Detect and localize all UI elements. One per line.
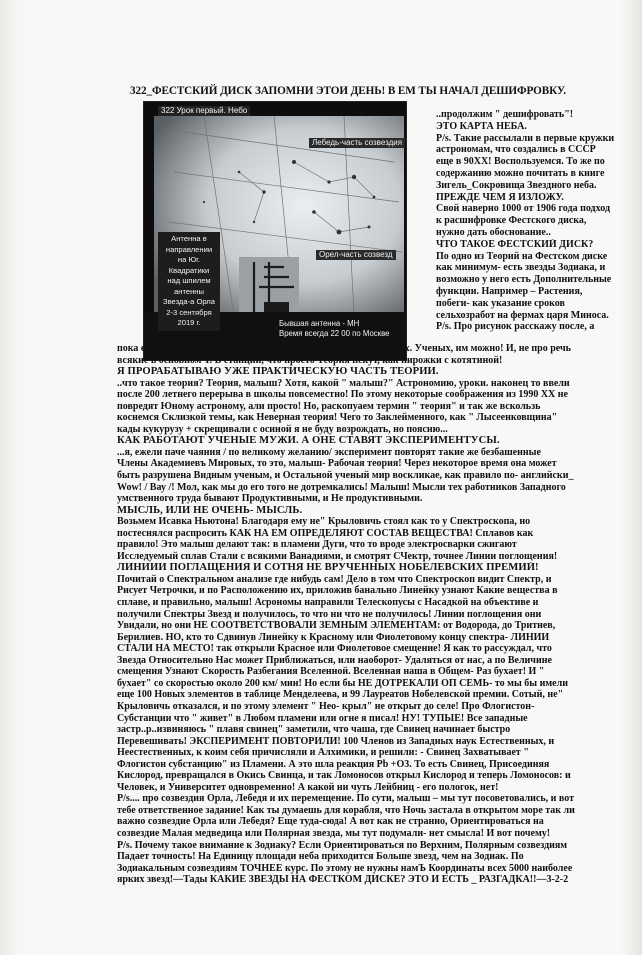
caption-former-antenna: Бывшая антенна - МН Время всегда 22 00 по Москве xyxy=(279,319,390,338)
body-line: Человек, и Университет одновременно! А какой ни чуть Лейбниц - его пологок, нет! xyxy=(117,781,499,793)
body-line: Звезда Относительно Нас может Приближаться, или наоборот- Удаляться от нас, а по Величине xyxy=(117,654,552,666)
right-line: Свой наверно 1000 от 1906 года подход xyxy=(436,203,611,215)
body-line: еще 100 Новых элементов в таблице Менделеева, и 99 Лауреатов Нобелевской премии. Сотый, не" xyxy=(117,689,564,701)
antenna-silhouette xyxy=(239,257,299,317)
section-heading: ЛИНИИИ ПОГЛАЩЕНИЯ И СОТНЯ НЕ ВРУЧЕННЫХ НОБЕЛЕВСКИХ ПРЕМИЙ! xyxy=(117,562,539,574)
body-line: Неестественных, к коим себя причисляли и Алхимики, и решили: - Свинец Захватывает " xyxy=(117,747,529,759)
right-line: P/s. Такие рассылали в первые кружки xyxy=(436,132,615,144)
right-line: еще в 90ХХ! Воспользуемся. То же по xyxy=(436,156,605,168)
right-column-text xyxy=(436,109,636,333)
body-line: смещения Узнают Скорость Разбегания Вселенной. Вселенная наша в Общем- Раз бухает! И " xyxy=(117,666,545,678)
right-line: нужно дать обоснование.. xyxy=(436,226,551,238)
right-line: к расшифровке Фестского диска, xyxy=(436,215,587,227)
body-line: Кислород, превращался в Окись Свинца, и так Ломоносов открыл Кислород и теперь Ломоносов: и xyxy=(117,770,571,782)
body-line: умственного труда бывают Продуктивными, и Не продуктивными. xyxy=(117,493,423,505)
body-line: СТАЛИ НА МЕСТО! так открыли Красное или Фиолетовое смещение! Я как то рассуждал, что xyxy=(117,643,552,655)
right-line: побеги- как указание сроков xyxy=(436,297,565,309)
right-line: как минимум- есть звезды Зодиака, и xyxy=(436,262,606,274)
right-line: астрономам, что создались в СССР xyxy=(436,144,596,156)
body-line: Флогистон субстанцию" из Пламени. А это шла реакция Pb +O3. То есть Свинец, Присоединяя xyxy=(117,758,550,770)
caption-antenna: Антенна в направлении на Юг. Квадратики над шпилем антенны Звезда-а Орла 2-3 сентября 2019 г. xyxy=(158,232,220,331)
right-line: содержанию можно почитать в книге xyxy=(436,167,605,179)
body-line: повредят Юному астроному, али просто! Но, раскопуаем термин " теория" и так же вскользь xyxy=(117,400,541,412)
right-heading: ЧТО ТАКОЕ ФЕСТСКИЙ ДИСК? xyxy=(436,238,594,250)
section-heading: МЫСЛЬ, ИЛИ НЕ ОЧЕНЬ- МЫСЛЬ. xyxy=(117,504,303,516)
star-map-photo xyxy=(143,101,407,361)
body-line: Увидали, но они НЕ СООТВЕТСТВОВАЛИ ЗЕМНЫМ ЭЛЕМЕНТАМ: от Водорода, до Тритнев, xyxy=(117,620,556,632)
body-line: Субстанции что " живет" в Любом пламени или огне я писал! НУ! ТУПЫЕ! Все западные xyxy=(117,712,528,724)
right-line: Зигель_Сокровища Звездного неба. xyxy=(436,179,597,191)
right-line: функции. Например – Растения, xyxy=(436,285,583,297)
body-line: Рисует Четрочки, и по Расположению их, приложив банально Линейку узнают Какие вещества в xyxy=(117,585,558,597)
right-line: сельхозработ на фермах царя Миноса. xyxy=(436,309,609,321)
body-line: ярких звезд!—Тады КАКИЕ ЗВЕЗДЫ НА ФЕСТКОМ ДИСКЕ? ЭТО И ЕСТЬ _ РАЗГАДКА!!—3-2-2 xyxy=(117,874,569,886)
right-line: P/s. Про рисунок расскажу после, а xyxy=(436,321,595,333)
right-line: ..продолжим " дешифровать"! xyxy=(436,109,574,120)
caption-eagle: Орел-часть созвезд xyxy=(316,250,396,260)
body-line: важно созвездие Орла или Лебедя? Еще туда-сюда! А вот как не странно, Ориентироваться на xyxy=(117,816,544,828)
caption-swan: Лебедь-часть созвездия xyxy=(309,138,405,148)
body-line: Wow! / Вау /! Мол, как мы до его того не дотремкались! Малыш! Мысли тех работников Западного xyxy=(117,481,566,493)
body-line: Падает точность! На Единицу площади неба приходится Больше звезд, чем на Зодиак. По xyxy=(117,851,524,863)
right-heading: ПРЕЖДЕ ЧЕМ Я ИЗЛОЖУ. xyxy=(436,191,564,203)
body-line: Исследуемый сплав Стали с всякими Ванадиями, и смотрят СЧектр, точнее Линии поглощения! xyxy=(117,550,558,562)
body-line: застр..р..извиняюсь " плавя свинец" заметили, что чаша, где Свинец начинает быстро xyxy=(117,724,511,736)
body-line: P/s. Почему такое внимание к Зодиаку? Если Ориентироваться по Верхним, Полярным созвездиям xyxy=(117,839,568,851)
body-line: после 200 летнего перерыва в школы повсеместно! По этому некоторые соображения из 1990 ХХ не xyxy=(117,389,568,401)
body-line: ..что такое теория? Теория, малыш? Хотя, какой " малыш?" Астрономию, уроки. наконец то ввели xyxy=(117,377,570,389)
body-line: получили Спектры Звезд и получилось, то что ни что не получилось! Линии поглощения они xyxy=(117,608,542,620)
body-text xyxy=(117,343,632,886)
body-line: Почитай о Спектральном анализе где нибудь сам! Дело в том что Спектроскоп видит Спектр, и xyxy=(117,573,552,585)
body-line: Зодиакальным созвездиям ТОЧНЕЕ курс. По этому не нужны намЪ Координаты всех 5000 наиболее xyxy=(117,862,573,874)
body-line: правило! Это малыш делают так: в пламени Дуги, что то вроде электросварки сжигают xyxy=(117,539,517,551)
body-line: Перевешивать! ЭКСПЕРИМЕНТ ПОВТОРИЛИ! 100 Членов из Западных наук Естественных, и xyxy=(117,735,555,747)
body-line: сплаве, и правильно, малыш! Асрономы направили Телескопусы с Насадкой на объективе и xyxy=(117,597,539,609)
document-title: 322_ФЕСТСКИЙ ДИСК ЗАПОМНИ ЭТОИ ДЕНЬ! В ЕМ ТЫ НАЧАЛ ДЕШИФРОВКУ. xyxy=(130,85,566,97)
body-line: бухает" со скоростью около 200 км/ мин! Но если бы НЕ ДОТРЕКАЛИ ОП СЕМЬ- то мы бы имели xyxy=(117,677,568,689)
body-line: созвездие Малая медведица или Полярная звезда, мы тут подумали- нет смысла! И вот почему! xyxy=(117,827,551,839)
body-line: пока еще об Теориях, и Не очень теориях, то есть- Заблуждениях. Ученых, им можно! И, не про речь xyxy=(117,343,571,354)
body-line: тебе ответственное задание! Как ты думаешь для корабля, что Ночь застала в открытом море так ли xyxy=(117,804,575,816)
body-line: коснемся Склизкой темы, как Неверная теория! Чего то Заклейменного, как " Лысеенковщина" xyxy=(117,412,558,424)
body-line: Члены Академиевъ Мировых, то это, малыш- Рабочая теория! Через некоторое время она может xyxy=(117,458,557,470)
section-heading: Я ПРОРАБАТЫВАЮ УЖЕ ПРАКТИЧЕСКУЮ ЧАСТЬ ТЕОРИИ. xyxy=(117,366,439,378)
right-line: возможно у него есть Дополнительные xyxy=(436,274,612,286)
body-line: Берилиев. НО, кто то Сдвинув Линейку к Красному или Фиолетовому концу спектра- ЛИНИИ xyxy=(117,631,550,643)
right-heading: ЭТО КАРТА НЕБА. xyxy=(436,120,527,132)
body-line: Крыловичь отказался, и по этому элемент " Нео- крыл" не открыт до селе! Про Флогистон- xyxy=(117,700,535,712)
body-line: кады кукурузу + скрещивали с осиной я не буду возрождать, но поясню... xyxy=(117,423,448,435)
section-heading: КАК РАБОТАЮТ УЧЕНЫЕ МУЖИ. А ОНЕ СТАВЯТ ЭКСПЕРИМЕНТУСЫ. xyxy=(117,435,500,447)
body-line: быть разрушена Видным ученым, и Остальной ученый мир воскликае, как правило по- английски_ xyxy=(117,470,574,482)
body-line: всякие в основном Т. В станции, что просто Теория пекут, как пирожки с котятиной! xyxy=(117,354,503,366)
body-line: ...я, ежели паче чаяния / по великому желанию/ эксперимент повторят такие же безбашенные xyxy=(117,446,541,458)
body-line: постеснялся распросить КАК НА ЕМ ОПРЕДЕЛЯЮТ СОСТАВ ВЕЩЕСТВА! Сплавов как xyxy=(117,527,534,539)
caption-lesson: 322 Урок первый. Небо xyxy=(158,106,250,116)
right-line: По одно из Теорий на Фестском диске xyxy=(436,250,608,262)
body-line: Возьмем Исавка Ньютона! Благодаря ему не" Крыловичь стоял как то у Спектроскопа, но xyxy=(117,516,531,528)
body-line: P/s.... про созвездия Орла, Лебедя и их перемещение. По сути, малыш – мы тут посоветовались, и вот xyxy=(117,793,574,805)
